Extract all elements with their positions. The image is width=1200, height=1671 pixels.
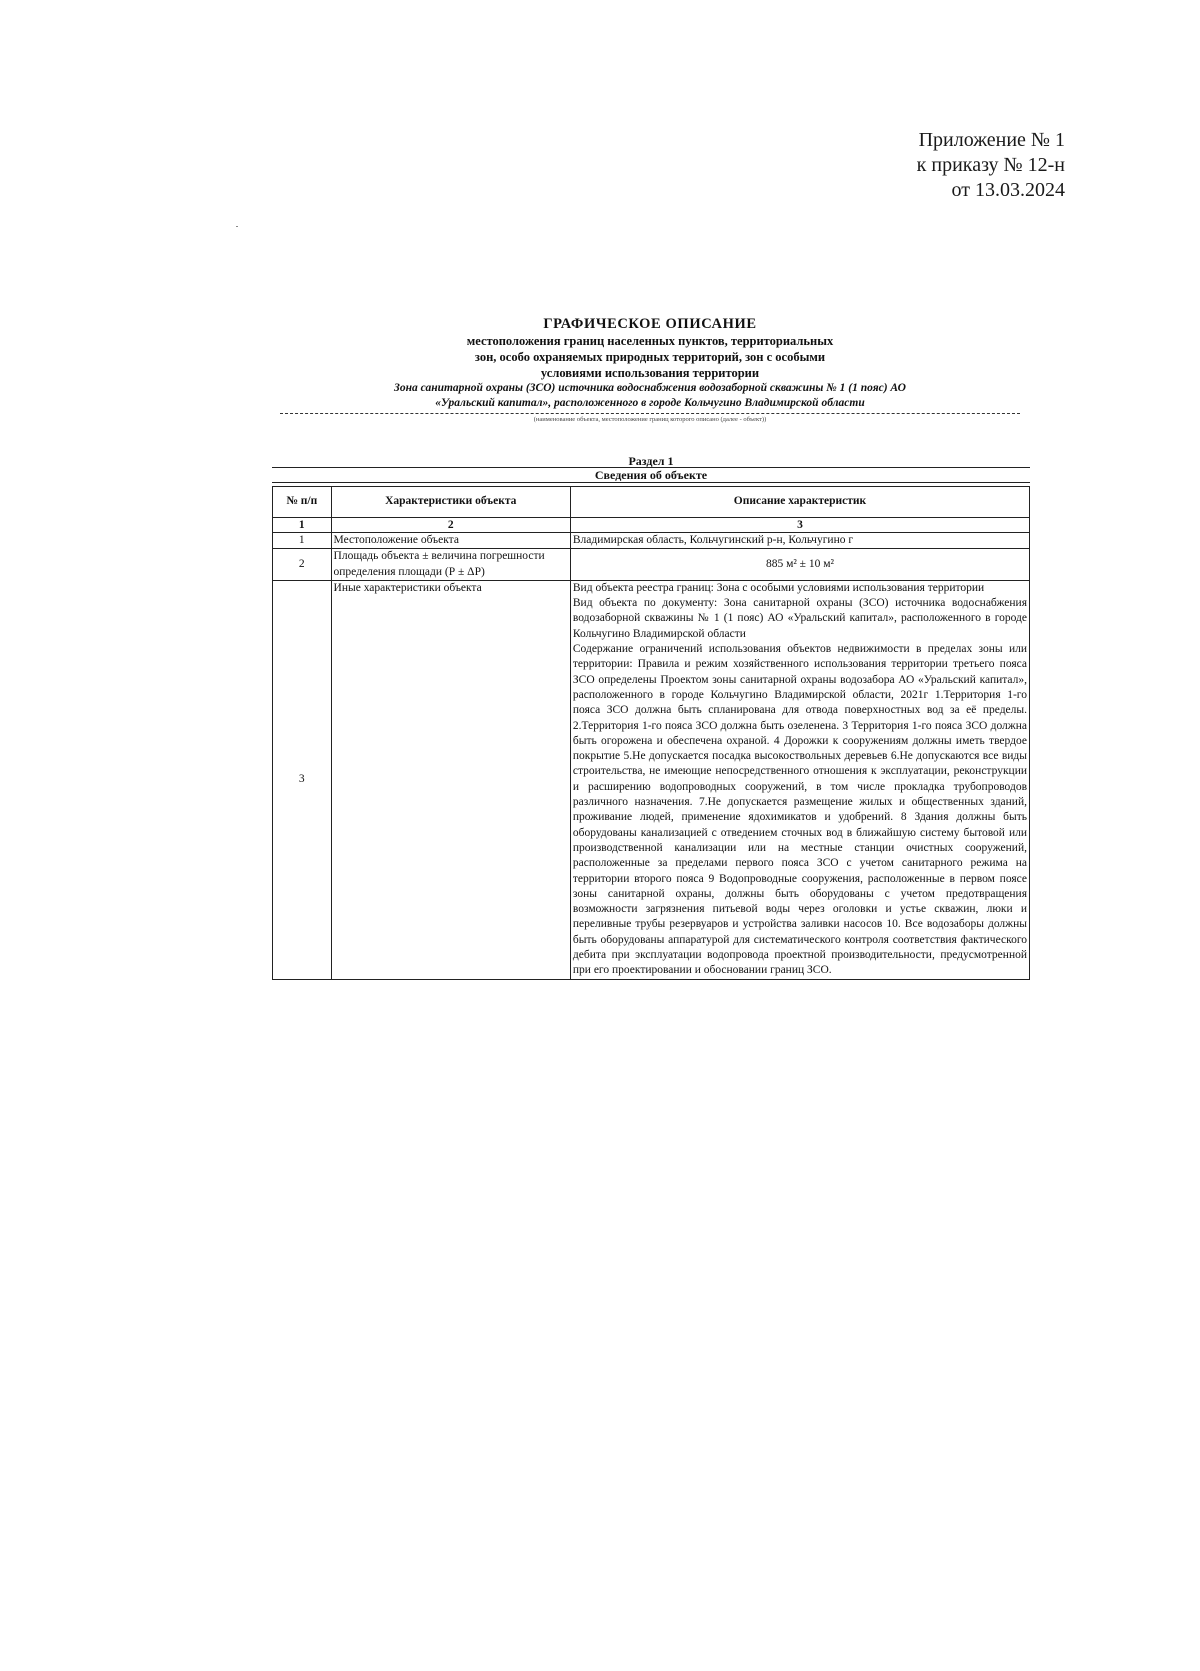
row-3-paragraph-1: Вид объекта реестра границ: Зона с особыми условиями использования территории [572, 581, 985, 594]
appendix-line-1: Приложение № 1 [918, 129, 1065, 151]
row-3-name: Иные характеристики объекта [331, 580, 570, 979]
row-1-name: Местоположение объекта [331, 533, 570, 549]
underline-rule [280, 413, 1020, 414]
row-2-value: 885 м² ± 10 м² [570, 549, 1029, 581]
table-header-row [273, 487, 1030, 518]
document-title: ГРАФИЧЕСКОЕ ОПИСАНИЕ [543, 316, 757, 332]
appendix-block [917, 128, 1065, 203]
table-row [273, 549, 1030, 581]
subtitle-line-2: зон, особо охраняемых природных территорий, зон с особыми [474, 350, 826, 364]
row-3-paragraph-2: Вид объекта по документу: Зона санитарной охраны (ЗСО) источника водоснабжения водозаборной скважины № 1 (1 пояс) АО «Уральский капитал», расположенного в городе Кольчугино Владимирской области [572, 597, 1027, 640]
appendix-line-2: к приказу № 12-н [916, 154, 1065, 176]
object-caption: (наименование объекта, местоположение границ которого описано (далее - объект)) [533, 416, 767, 423]
header-characteristics: Характеристики объекта [331, 487, 570, 518]
row-3-paragraph-3: Содержание ограничений использования объектов недвижимости в пределах зоны или территории: Правила и режим хозяйственного использования территории третьего пояса ЗСО определены Проектом зоны санитарной охраны водозабора АО «Уральский капитал», расположенного в городе Кольчугино Владимирской области, 2021г 1.Территория 1-го пояса ЗСО должна быть спланирована для отвода поверхностных вод за её пределы. 2.Территория 1-го пояса ЗСО должна быть озеленена. 3 Территория 1-го пояса ЗСО должна быть огорожена и обеспечена охраной. 4 Дорожки к сооружениям должны иметь твердое покрытие 5.Не допускается посадка высокоствольных деревьев 6.Не допускаются все виды строительства, не имеющие непосредственного отношения к эксплуатации, реконструкции и расширению водопроводных сооружений, в том числе прокладка трубопроводов различного назначения. 7.Не допускается размещение жилых и общественных зданий, проживание людей, применение ядохимикатов и удобрений. 8 Здания должны быть оборудованы канализацией с отведением сточных вод в ближайшую систему бытовой или производственной канализации или на местные станции очистных сооружений, расположенные за пределами первого пояса ЗСО с учетом санитарного режима на территории второго пояса 9 Водопроводные сооружения, расположенные в первом поясе зоны санитарной охраны, должны быть оборудованы с учетом предотвращения возможности загрязнения питьевой воды через оголовки и устье скважин, люки и переливные трубы резервуаров и устройства заливки насосов 10. Все водозаборы должны быть оборудованы аппаратурой для систематического контроля соответствия фактического дебита при эксплуатации водопровода проектной производительности, предусмотренной при его проектировании и обосновании границ ЗСО. [572, 643, 1027, 977]
table-row [273, 580, 1030, 979]
object-name-line-1: Зона санитарной охраны (ЗСО) источника водоснабжения водозаборной скважины № 1 (1 пояс) АО [394, 382, 906, 394]
row-3-number: 3 [273, 580, 332, 979]
column-numbers-row [273, 518, 1030, 533]
row-1-number: 1 [273, 533, 332, 549]
object-name-line-2: «Уральский капитал», расположенного в городе Кольчугино Владимирской области [435, 397, 865, 409]
scan-speck [236, 226, 238, 227]
subtitle-line-1: местоположения границ населенных пунктов, территориальных [466, 334, 834, 348]
appendix-line-3: от 13.03.2024 [951, 179, 1065, 201]
column-number-2: 2 [331, 518, 570, 533]
column-number-1: 1 [273, 518, 332, 533]
header-number: № п/п [273, 487, 332, 518]
row-3-value [570, 580, 1029, 979]
object-info-table [272, 486, 1030, 980]
row-2-number: 2 [273, 549, 332, 581]
header-description: Описание характеристик [570, 487, 1029, 518]
document-header [270, 316, 1030, 424]
subtitle-line-3: условиями использования территории [540, 366, 760, 380]
row-1-value: Владимирская область, Кольчугинский р-н, Кольчугино г [570, 533, 1029, 549]
row-2-name: Площадь объекта ± величина погрешности определения площади (Р ± ΔР) [331, 549, 570, 581]
column-number-3: 3 [570, 518, 1029, 533]
table-row [273, 533, 1030, 549]
section-title: Раздел 1 [628, 454, 674, 468]
section-subtitle: Сведения об объекте [272, 467, 1030, 483]
